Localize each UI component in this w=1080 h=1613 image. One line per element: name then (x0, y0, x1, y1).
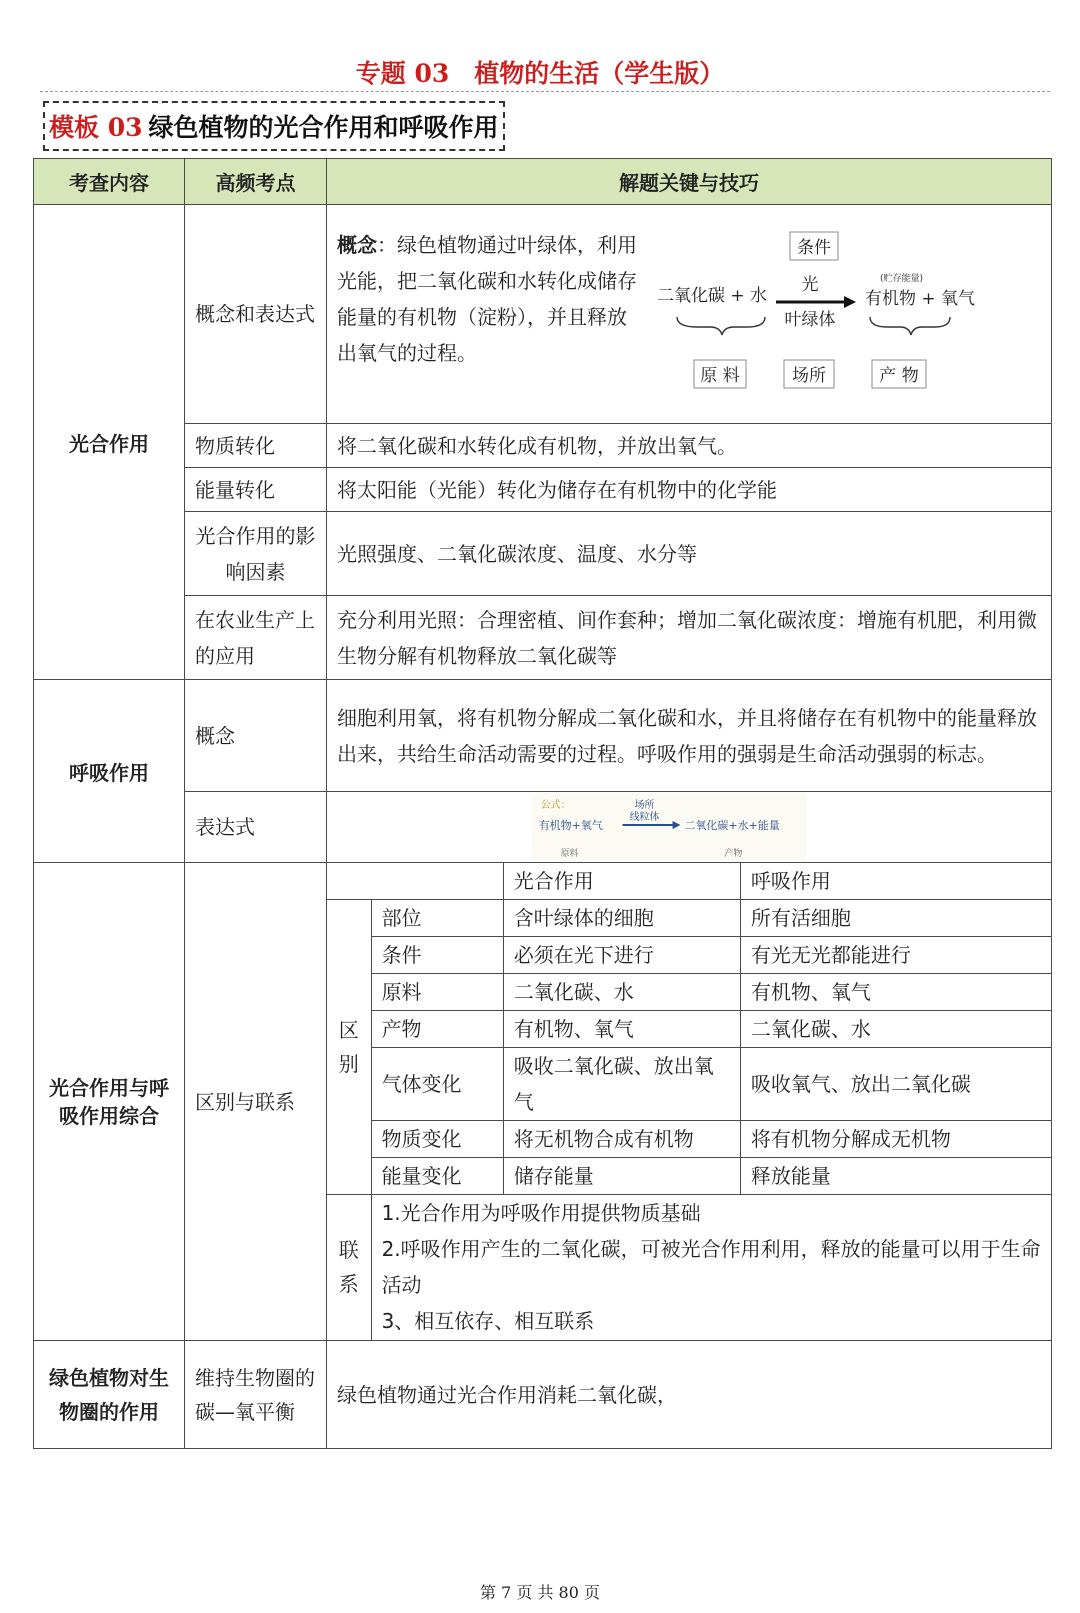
table-row (34, 596, 1052, 680)
comparison-photo: 含叶绿体的细胞 (503, 900, 740, 937)
biosphere-text: 绿色植物通过光合作用消耗二氧化碳， (327, 1341, 1052, 1449)
table-row (34, 863, 1052, 1341)
comparison-photo: 必须在光下进行 (503, 937, 740, 974)
diagram-light: 光 (801, 275, 819, 295)
header-content: 考查内容 (34, 159, 185, 205)
comparison-photo: 有机物、氧气 (503, 1011, 740, 1048)
section-prefix: 模板 03 (49, 113, 143, 142)
point-comparison: 区别与联系 (185, 863, 327, 1341)
comparison-item: 产物 (371, 1011, 503, 1048)
point-resp-concept: 概念 (185, 680, 327, 792)
comparison-item: 原料 (371, 974, 503, 1011)
resp-expr-cell (327, 792, 1052, 863)
comparison-item: 部位 (371, 900, 503, 937)
page-title: 专题 03 植物的生活（学生版） (355, 59, 725, 88)
diagram-products: 有机物 + 氧气 (864, 289, 976, 309)
material-text: 将二氧化碳和水转化成有机物，并放出氧气。 (327, 424, 1052, 468)
comparison-resp: 有机物、氧气 (740, 974, 1051, 1011)
energy-text: 将太阳能（光能）转化为储存在有机物中的化学能 (327, 468, 1052, 512)
concept-cell (327, 205, 1052, 424)
link-row (327, 1195, 1051, 1340)
table-row (34, 680, 1052, 792)
comparison-photo: 二氧化碳、水 (503, 974, 740, 1011)
comparison-row (327, 1158, 1051, 1195)
table-row (34, 792, 1052, 863)
comparison-row (327, 1048, 1051, 1121)
comparison-row (327, 900, 1051, 937)
comparison-item: 能量变化 (371, 1158, 503, 1195)
section-title: 绿色植物的光合作用和呼吸作用 (148, 113, 499, 142)
point-agriculture: 在农业生产上的应用 (185, 596, 327, 680)
diagram-box-raw: 原 料 (700, 366, 740, 386)
brace-raw (677, 317, 765, 335)
summary-table (33, 158, 1052, 1449)
comparison-row (327, 1121, 1051, 1158)
table-header-row (34, 159, 1052, 205)
formula-products: 二氧化碳+水+能量 (684, 818, 780, 832)
photosynthesis-equation-diagram (642, 205, 992, 423)
concept-label: 概念 (337, 233, 377, 257)
agriculture-text: 充分利用光照：合理密植、间作套种；增加二氧化碳浓度：增施有机肥，利用微生物分解有机物释放二氧化碳等 (327, 596, 1052, 680)
arrow-icon (844, 296, 856, 308)
header-point: 高频考点 (185, 159, 327, 205)
comparison-resp: 吸收氧气、放出二氧化碳 (740, 1048, 1051, 1121)
link-item: 1.光合作用为呼吸作用提供物质基础 (381, 1201, 701, 1226)
table-row (34, 424, 1052, 468)
formula-site: 线粒体 (629, 812, 660, 824)
comparison-col-resp: 呼吸作用 (740, 863, 1051, 900)
point-concept: 概念和表达式 (185, 205, 327, 424)
comparison-photo: 储存能量 (503, 1158, 740, 1195)
brace-product (870, 317, 950, 335)
formula-site-top: 场所 (634, 800, 655, 812)
comparison-photo: 吸收二氧化碳、放出氧气 (503, 1048, 740, 1121)
category-comparison: 光合作用与呼吸作用综合 (34, 863, 185, 1341)
concept-text: ：绿色植物通过叶绿体，利用光能，把二氧化碳和水转化成储存能量的有机物（淀粉），并且释放出氧气的过程。 (337, 233, 637, 365)
link-item: 2.呼吸作用产生的二氧化碳，可被光合作用利用，释放的能量可以用于生命活动 (381, 1237, 1041, 1298)
comparison-photo: 将无机物合成有机物 (503, 1121, 740, 1158)
comparison-resp: 释放能量 (740, 1158, 1051, 1195)
diagram-reactants: 二氧化碳 + 水 (656, 286, 768, 306)
factors-text: 光照强度、二氧化碳浓度、温度、水分等 (327, 512, 1052, 596)
comparison-row (327, 1011, 1051, 1048)
table-row (34, 468, 1052, 512)
diagram-box-product: 产 物 (879, 366, 919, 386)
point-energy: 能量转化 (185, 468, 327, 512)
comparison-header-row (327, 863, 1051, 900)
comparison-resp: 所有活细胞 (740, 900, 1051, 937)
photosynthesis-concept (337, 205, 642, 371)
formula-label: 公式： (540, 800, 571, 812)
formula-product: 产物 (724, 848, 743, 859)
link-item: 3、相互依存、相互联系 (381, 1309, 595, 1334)
comparison-resp: 有光无光都能进行 (740, 937, 1051, 974)
category-photosynthesis: 光合作用 (34, 205, 185, 680)
comparison-item: 物质变化 (371, 1121, 503, 1158)
comparison-resp: 二氧化碳、水 (740, 1011, 1051, 1048)
difference-text: 区别 (338, 1018, 359, 1076)
comparison-table (327, 863, 1051, 1340)
comparison-item: 条件 (371, 937, 503, 974)
comparison-blank (327, 863, 503, 900)
respiration-formula-image (327, 792, 1051, 862)
comparison-resp: 将有机物分解成无机物 (740, 1121, 1051, 1158)
point-resp-expr: 表达式 (185, 792, 327, 863)
link-content (371, 1195, 1051, 1340)
table-row (34, 1341, 1052, 1449)
table-row (34, 512, 1052, 596)
comparison-row (327, 937, 1051, 974)
resp-concept-text: 细胞利用氧，将有机物分解成二氧化碳和水，并且将储存在有机物中的能量释放出来，共给生命活动需要的过程。呼吸作用的强弱是生命活动强弱的标志。 (327, 680, 1052, 792)
point-material: 物质转化 (185, 424, 327, 468)
page-footer: 第 7 页 共 80 页 (480, 1583, 600, 1602)
title-divider (40, 91, 1050, 92)
diagram-box-site: 场所 (792, 366, 826, 386)
link-label-text: 联系 (338, 1238, 359, 1297)
section-heading (43, 101, 505, 151)
diagram-condition: 条件 (797, 238, 831, 258)
point-factors: 光合作用的影响因素 (185, 512, 327, 596)
header-tips: 解题关键与技巧 (327, 159, 1052, 205)
comparison-item: 气体变化 (371, 1048, 503, 1121)
category-biosphere: 绿色植物对生物圈的作用 (34, 1341, 185, 1449)
point-biosphere: 维持生物圈的碳—氧平衡 (185, 1341, 327, 1449)
comparison-row (327, 974, 1051, 1011)
formula-raw: 原料 (560, 848, 579, 859)
difference-label (327, 900, 371, 1195)
diagram-site: 叶绿体 (784, 310, 836, 330)
diagram-store-note: (贮存能量) (880, 274, 924, 284)
comparison-cell (327, 863, 1052, 1341)
category-respiration: 呼吸作用 (34, 680, 185, 863)
comparison-col-photo: 光合作用 (503, 863, 740, 900)
link-label (327, 1195, 371, 1340)
table-row (34, 205, 1052, 424)
formula-reactants: 有机物+氧气 (538, 818, 603, 832)
